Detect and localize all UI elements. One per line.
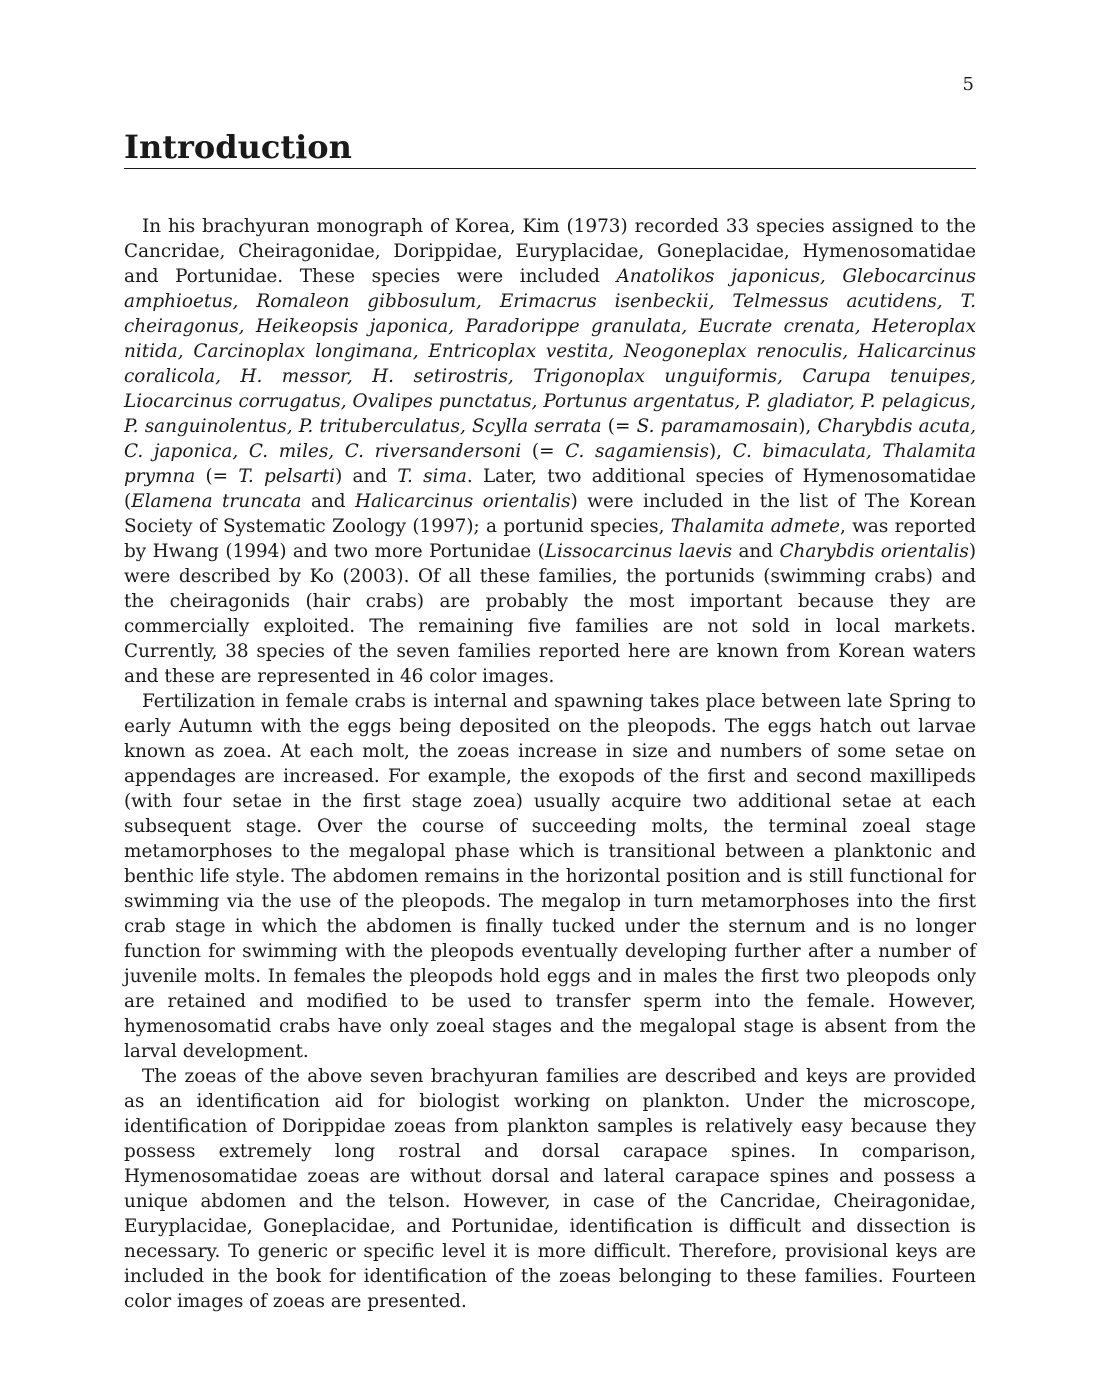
page-number: 5	[962, 74, 974, 95]
species-names: Anatolikos japonicus, Glebocarcinus amphioetus, Romaleon gibbosulum, Erimacrus isenbeckii, Telmessus acutidens, T. cheiragonus, Heikeopsis japonica, Paradorippe granulata, Eucrate crenata, Heteroplax nitida, Carcinoplax longimana, Entricoplax vestita, Neogoneplax renoculis, Halicarcinus coralicola, H. messor, H. setirostris, Trigonoplax unguiformis, Carupa tenuipes, Liocarcinus corrugatus, Ovalipes punctatus, Portunus argentatus, P. gladiator, P. pelagicus, P. sanguinolentus, P. trituberculatus, Scylla serrata	[124, 266, 976, 437]
text-run: ) were included in the list of The Korean Society of Systematic Zoology (1997); a portunid species,	[124, 491, 976, 537]
text-run: In his brachyuran monograph of Korea, Kim (1973) recorded 33 species assigned to the Cancridae, Cheiragonidae, Dorippidae, Euryplacidae, Goneplacidae, Hymenosomatidae and Portunidae. These species were included	[124, 216, 976, 287]
species-name: Charybdis orientalis	[779, 541, 969, 562]
text-run: Fertilization in female crabs is internal and spawning takes place between late Spring to early Autumn with the eggs being deposited on the pleopods. The eggs hatch out larvae known as zoea. At each molt, the zoeas increase in size and numbers of some setae on appendages are increased. For example, the exopods of the first and second maxillipeds (with four setae in the first stage zoea) usually acquire two additional setae at each subsequent stage. Over the course of succeeding molts, the terminal zoeal stage metamorphoses to the megalopal phase which is transitional between a planktonic and benthic life style. The abdomen remains in the horizontal position and is still functional for swimming via the use of the pleopods. The megalop in turn metamorphoses into the first crab stage in which the abdomen is finally tucked under the sternum and is no longer function for swimming with the pleopods eventually developing further after a number of juvenile molts. In females the pleopods hold eggs and in males the first two pleopods only are retained and modified to be used to transfer sperm into the female. However, hymenosomatid crabs have only zoeal stages and the megalopal stage is absent from the larval development.	[124, 691, 976, 1062]
paragraph-1	[124, 214, 976, 689]
species-name: Halicarcinus orientalis	[355, 491, 571, 512]
text-run: and	[301, 491, 356, 512]
species-names: C. bimaculata, Thalamita prymna	[124, 441, 976, 487]
text-run: ) and	[335, 466, 398, 487]
species-name: Lissocarcinus laevis	[544, 541, 733, 562]
text-run: (=	[601, 416, 637, 437]
text-run: (=	[195, 466, 239, 487]
species-name: S. paramamosain	[636, 416, 799, 437]
species-name: T. pelsarti	[238, 466, 336, 487]
species-name: Thalamita admete	[670, 516, 841, 537]
species-name: C. sagamiensis	[565, 441, 709, 462]
body-text	[124, 214, 976, 1314]
text-run: . Later, two additional species of Hymenosomatidae (	[124, 466, 976, 512]
text-run: ),	[708, 441, 733, 462]
species-name: Elamena truncata	[131, 491, 302, 512]
text-run: ) were described by Ko (2003). Of all these families, the portunids (swimming crabs) and the cheiragonids (hair crabs) are probably the most important because they are commercially exploited. The remaining five families are not sold in local markets. Currently, 38 species of the seven families reported here are known from Korean waters and these are represented in 46 color images.	[124, 541, 976, 687]
text-run: ),	[798, 416, 818, 437]
text-run: and	[732, 541, 780, 562]
species-name: T. sima	[397, 466, 467, 487]
text-run: , was reported by Hwang (1994) and two more Portunidae (	[124, 516, 976, 562]
text-run: The zoeas of the above seven brachyuran families are described and keys are provided as an identification aid for biologist working on plankton. Under the microscope, identification of Dorippidae zoeas from plankton samples is relatively easy because they possess extremely long rostral and dorsal carapace spines. In comparison, Hymenosomatidae zoeas are without dorsal and lateral carapace spines and possess a unique abdomen and the telson. However, in case of the Cancridae, Cheiragonidae, Euryplacidae, Goneplacidae, and Portunidae, identification is difficult and dissection is necessary. To generic or specific level it is more difficult. Therefore, provisional keys are included in the book for identification of the zoeas belonging to these families. Fourteen color images of zoeas are presented.	[124, 1066, 976, 1312]
text-run: (=	[521, 441, 566, 462]
title-rule	[124, 168, 976, 169]
species-names: Charybdis acuta, C. japonica, C. miles, C. riversandersoni	[124, 416, 976, 462]
chapter-title: Introduction	[124, 128, 352, 166]
paragraph-3	[124, 1064, 976, 1314]
paragraph-2	[124, 689, 976, 1064]
